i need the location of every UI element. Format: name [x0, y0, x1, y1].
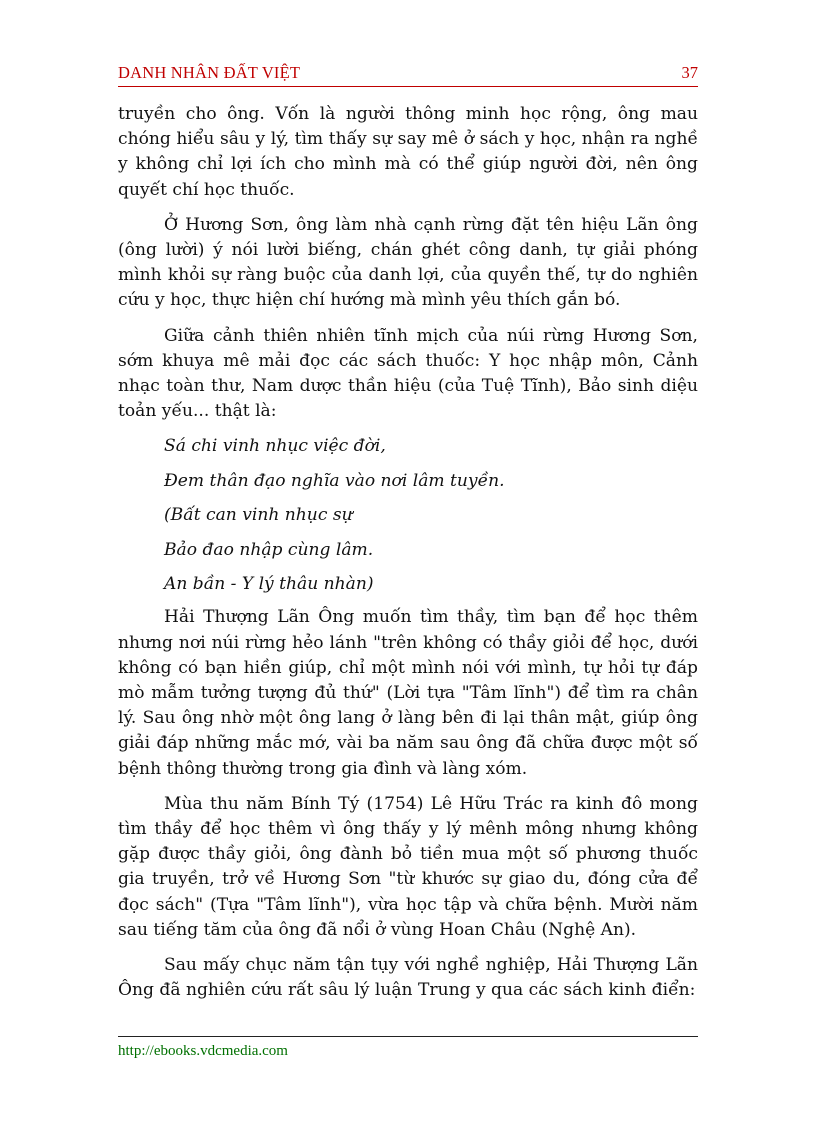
- running-header: [118, 62, 698, 87]
- paragraph: Sau mấy chục năm tận tụy với nghề nghiệp, Hải Thượng Lãn Ông đã nghiên cứu rất sâu lý luận Trung y qua các sách kinh điển:: [118, 955, 698, 1001]
- book-title: DANH NHÂN ĐẤT VIỆT: [118, 63, 301, 82]
- poem-line: Sá chi vinh nhục việc đời,: [164, 436, 386, 457]
- footer-url-link[interactable]: http://ebooks.vdcmedia.com: [118, 1043, 288, 1059]
- footer-divider: [118, 1036, 698, 1037]
- page-number: 37: [681, 63, 698, 82]
- page-body: [118, 102, 698, 1013]
- poem-line: (Bất can vinh nhục sự: [164, 505, 353, 526]
- poem-line: Đem thân đạo nghĩa vào nơi lâm tuyền.: [164, 470, 505, 491]
- poem-block: [164, 434, 698, 597]
- paragraph: Giữa cảnh thiên nhiên tĩnh mịch của núi rừng Hương Sơn, sớm khuya mê mải đọc các sách thuốc: Y học nhập môn, Cảnh nhạc toàn thư, Nam dược thần hiệu (của Tuệ Tĩnh), Bảo sinh diệu toản yếu... thật là:: [118, 325, 698, 422]
- paragraph: truyền cho ông. Vốn là người thông minh học rộng, ông mau chóng hiểu sâu y lý, tìm thấy sự say mê ở sách y học, nhận ra nghề y không chỉ lợi ích cho mình mà có thể giúp người đời, nên ông quyết chí học thuốc.: [118, 104, 698, 200]
- poem-line: Bảo đao nhập cùng lâm.: [164, 539, 374, 560]
- paragraph: Hải Thượng Lãn Ông muốn tìm thầy, tìm bạn để học thêm nhưng nơi núi rừng hẻo lánh "trên không có thầy giỏi để học, dưới không có bạn hiền giúp, chỉ một mình nói với mình, tự hỏi tự đáp mò mẫm tưởng tượng đủ thứ" (Lời tựa "Tâm lĩnh") để tìm ra chân lý. Sau ông nhờ một ông lang ở làng bên đi lại thân mật, giúp ông giải đáp những mắc mớ, vài ba năm sau ông đã chữa được một số bệnh thông thường trong gia đình và làng xóm.: [118, 607, 698, 779]
- paragraph: Ở Hương Sơn, ông làm nhà cạnh rừng đặt tên hiệu Lãn ông (ông lười) ý nói lười biếng, chán ghét công danh, tự giải phóng mình khỏi sự ràng buộc của danh lợi, của quyền thế, tự do nghiên cứu y học, thực hiện chí hướng mà mình yêu thích gắn bó.: [118, 214, 698, 311]
- paragraph: Mùa thu năm Bính Tý (1754) Lê Hữu Trác ra kinh đô mong tìm thầy để học thêm vì ông thấy y lý mênh mông nhưng không gặp được thầy giỏi, ông đành bỏ tiền mua một số phương thuốc gia truyền, trở về Hương Sơn "từ khước sự giao du, đóng cửa để đọc sách" (Tựa "Tâm lĩnh"), vừa học tập và chữa bệnh. Mười năm sau tiếng tăm của ông đã nổi ở vùng Hoan Châu (Nghệ An).: [118, 793, 698, 940]
- poem-line: An bần - Y lý thâu nhàn): [164, 574, 374, 595]
